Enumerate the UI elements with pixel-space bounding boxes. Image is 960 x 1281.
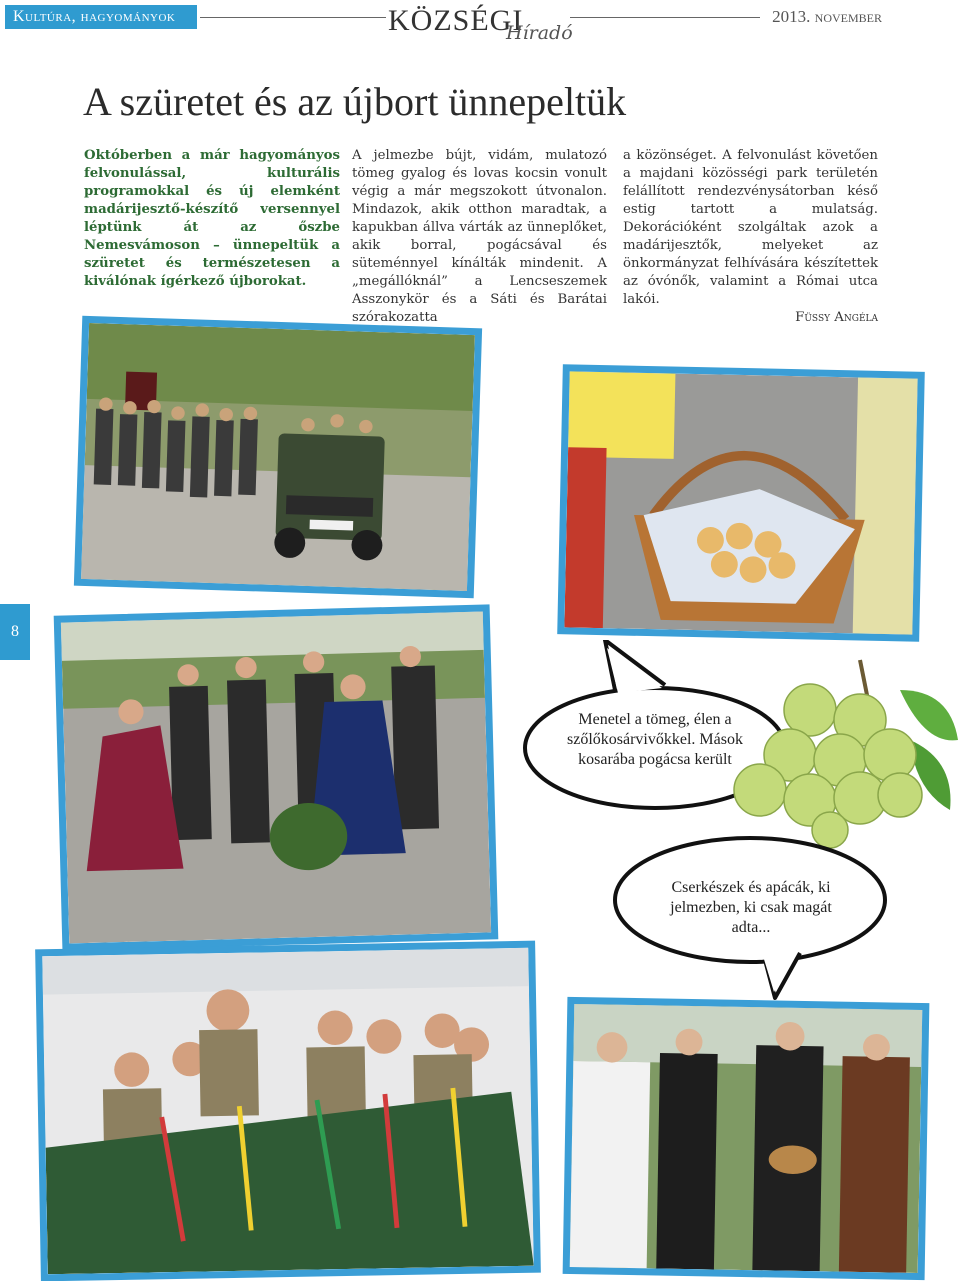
logo-main: KÖZSÉGI	[388, 4, 524, 37]
caption-bubble-2	[605, 820, 895, 1000]
section-label: Kultúra, hagyományok	[5, 5, 197, 29]
caption-bubble-2-text: Cserkészek és apácák, ki jelmezben, ki csak magát adta...	[670, 879, 832, 936]
photo-folk-march	[54, 604, 499, 950]
photo-basket-pogacsa	[557, 364, 925, 642]
photo-nuns-costumes	[563, 997, 930, 1280]
article-body-column-2: A jelmezbe bújt, vidám, mulatozó tömeg gyalog és lovas kocsin vonult végig a már megszokott útvonalon. Mindazok, akik otthon maradtak, a kapukban állva várták az ünneplőket, akik borral, pogácsával és süteménnyel kínálták mindenit. A „megállóknál” a Lencseszemek Asszonykör és a Sáti és Barátai szórakozatta	[352, 148, 607, 325]
logo-sub: Híradó	[506, 22, 573, 44]
publication-logo	[388, 4, 573, 48]
header-rule-right	[570, 17, 760, 18]
caption-bubble-1-text: Menetel a tömeg, élen a szőlőkosárvivőkkel. Mások kosarába pogácsa került	[567, 711, 743, 768]
header-rule-left	[200, 17, 386, 18]
article-author: Füssy Angéla	[795, 310, 878, 325]
article-title: A szüretet és az újbort ünnepeltük	[83, 79, 627, 124]
article-body-column-3-text: a közönséget. A felvonulást követően a majdani közösségi park területén felállított rendezvénysátorban késő estig tartott a mulatság. Dekorációként szolgáltak azok a madárijesztők, melyeket az önkormányzat felhívására készítettek az óvónők, valamint a Római utca lakói.	[623, 148, 878, 307]
article-lead: Októberben a már hagyományos felvonulással, kulturális programokkal és új elemként madárijesztő-készítő versennyel léptünk át az őszbe Nemesvámoson – ünnepeltük a szüretet és természetesen a kiválónak ígérkező újborokat.	[84, 148, 340, 289]
photo-scouts-wagon	[35, 941, 541, 1281]
issue-date: 2013. november	[772, 7, 882, 26]
page-number: 8	[0, 604, 30, 660]
photo-procession-truck	[74, 316, 482, 598]
article-body-column-3	[623, 147, 878, 327]
